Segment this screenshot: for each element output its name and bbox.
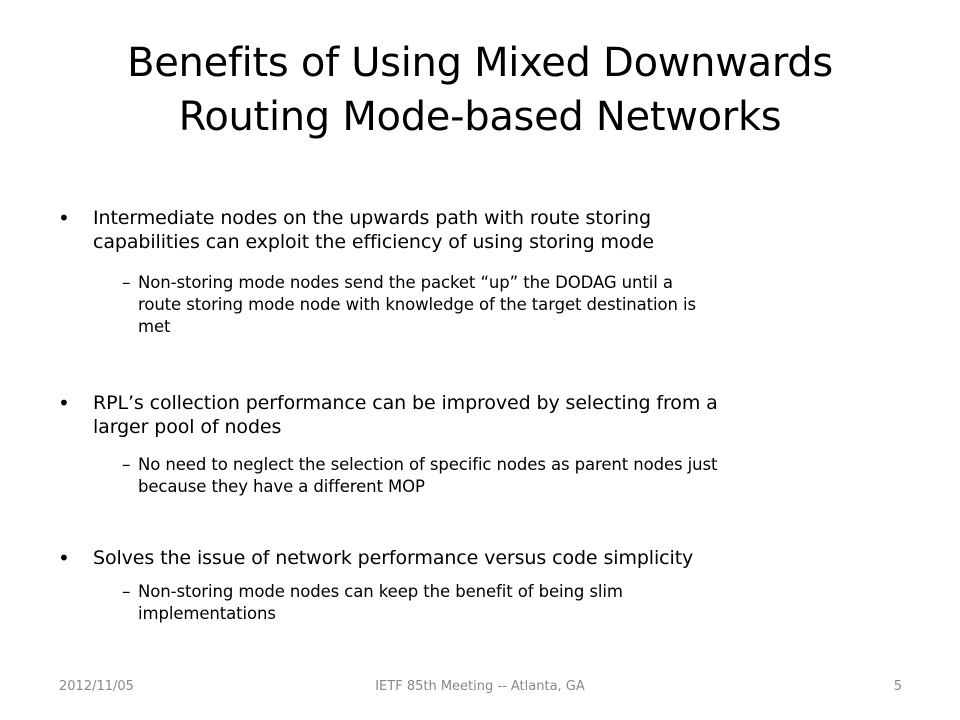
bullet-marker: • — [58, 391, 70, 415]
sub-bullet-line: Non-storing mode nodes send the packet “up” the DODAG until a — [138, 273, 673, 292]
sub-bullet-line: route storing mode node with knowledge of the target destination is — [138, 295, 696, 314]
sub-bullet-text — [138, 272, 908, 338]
bullet-text-line: Intermediate nodes on the upwards path with route storing — [93, 207, 651, 229]
sub-bullet-line: because they have a different MOP — [138, 477, 425, 496]
sub-bullet-text — [138, 581, 908, 625]
bullet-text-line: capabilities can exploit the efficiency of using storing mode — [93, 231, 655, 253]
slide-title-line-2: Routing Mode-based Networks — [178, 94, 782, 140]
bullet-text-line: RPL’s collection performance can be improved by selecting from a — [93, 392, 718, 414]
sub-bullet-line: No need to neglect the selection of specific nodes as parent nodes just — [138, 455, 718, 474]
footer-center-text: IETF 85th Meeting -- Atlanta, GA — [375, 679, 585, 694]
bullet-text-line: larger pool of nodes — [93, 416, 282, 438]
sub-bullet-line: Non-storing mode nodes can keep the benefit of being slim — [138, 582, 623, 601]
bullet-marker: • — [58, 206, 70, 230]
sub-bullet-line: implementations — [138, 604, 276, 623]
sub-bullet-marker: – — [122, 455, 131, 475]
footer-page-number: 5 — [893, 679, 902, 694]
bullet-text — [93, 546, 913, 570]
sub-bullet-marker: – — [122, 273, 131, 293]
footer-date: 2012/11/05 — [59, 679, 134, 694]
bullet-text-line: Solves the issue of network performance versus code simplicity — [93, 547, 694, 569]
bullet-marker: • — [58, 546, 70, 570]
bullet-text — [93, 206, 913, 254]
sub-bullet-line: met — [138, 317, 171, 336]
sub-bullet-marker: – — [122, 582, 131, 602]
slide-title-line-1: Benefits of Using Mixed Downwards — [127, 40, 833, 86]
bullet-text — [93, 391, 913, 439]
sub-bullet-text — [138, 454, 908, 498]
